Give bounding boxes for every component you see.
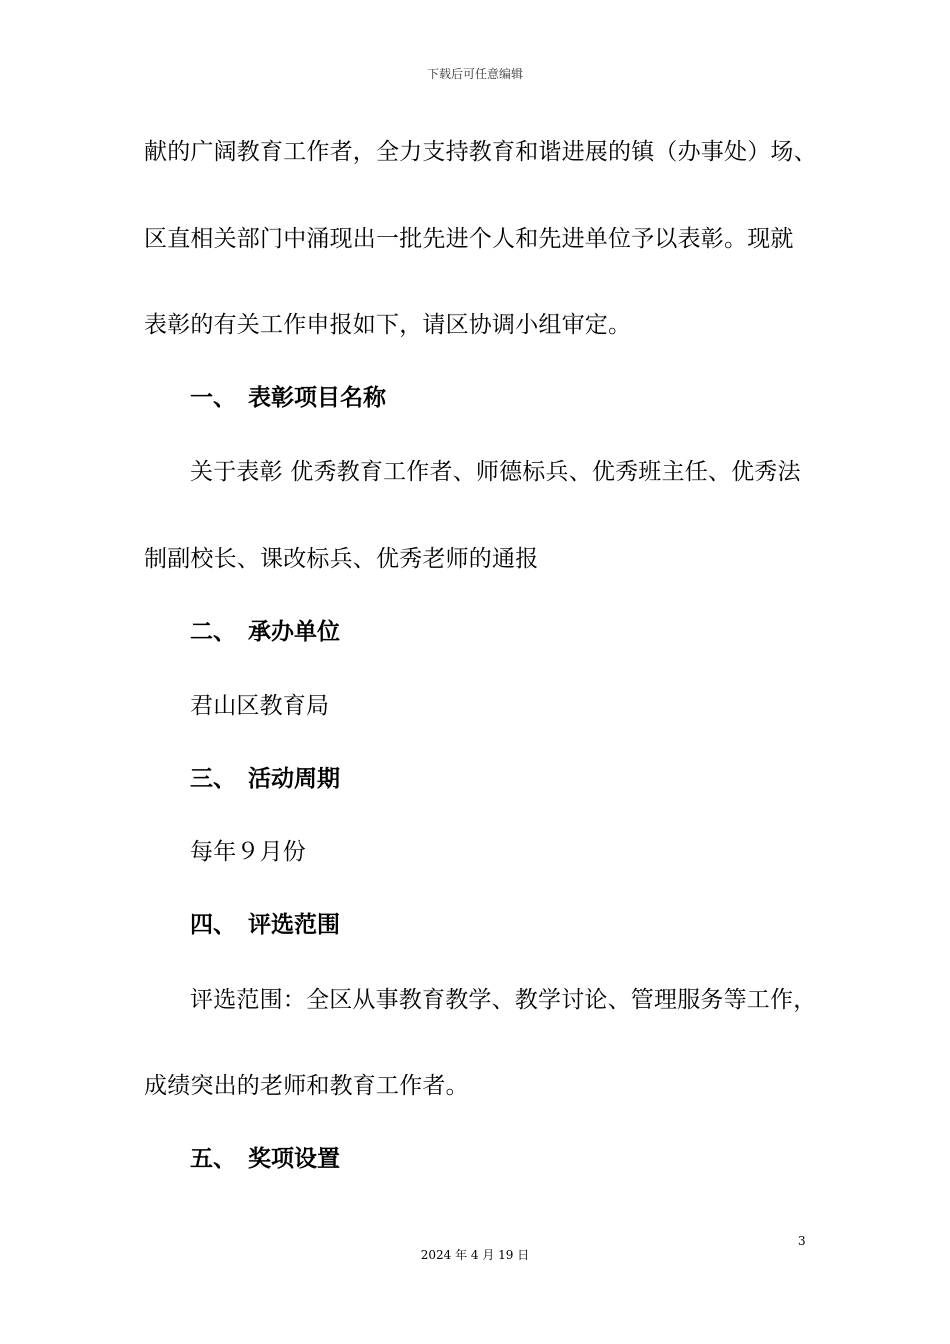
paragraph-line: 关于表彰 优秀教育工作者、师德标兵、优秀班主任、优秀法 (190, 459, 801, 485)
section-title: 承办单位 (248, 619, 340, 645)
section-heading-5 (190, 1144, 340, 1174)
section-number: 五、 (190, 1146, 236, 1172)
page-number: 3 (798, 1234, 806, 1248)
paragraph-line: 评选范围：全区从事教育教学、教学讨论、管理服务等工作， (190, 987, 817, 1013)
paragraph-line: 表彰的有关工作申报如下，请区协调小组审定。 (144, 312, 632, 338)
paragraph-line: 制副校长、课改标兵、优秀老师的通报 (144, 546, 539, 572)
section-number: 三、 (190, 766, 236, 792)
section-title: 评选范围 (248, 912, 340, 938)
section-heading-3 (190, 764, 340, 794)
paragraph-line: 区直相关部门中涌现出一批先进个人和先进单位予以表彰。现就 (144, 226, 794, 252)
section-title: 活动周期 (248, 766, 340, 792)
paragraph-line: 每年９月份 (190, 839, 306, 865)
section-title: 奖项设置 (248, 1146, 340, 1172)
page-header: 下载后可任意编辑 (426, 67, 523, 81)
section-heading-1 (190, 383, 386, 413)
paragraph-line: 献的广阔教育工作者，全力支持教育和谐进展的镇（办事处）场、 (144, 139, 817, 165)
section-heading-4 (190, 910, 340, 940)
paragraph-line: 成绩突出的老师和教育工作者。 (144, 1073, 469, 1099)
section-number: 二、 (190, 619, 236, 645)
page-date: 2024 年 4 月 19 日 (420, 1248, 530, 1262)
section-number: 四、 (190, 912, 236, 938)
paragraph-line: 君山区教育局 (190, 693, 330, 719)
section-number: 一、 (190, 385, 236, 411)
section-title: 表彰项目名称 (248, 385, 386, 411)
section-heading-2 (190, 617, 340, 647)
